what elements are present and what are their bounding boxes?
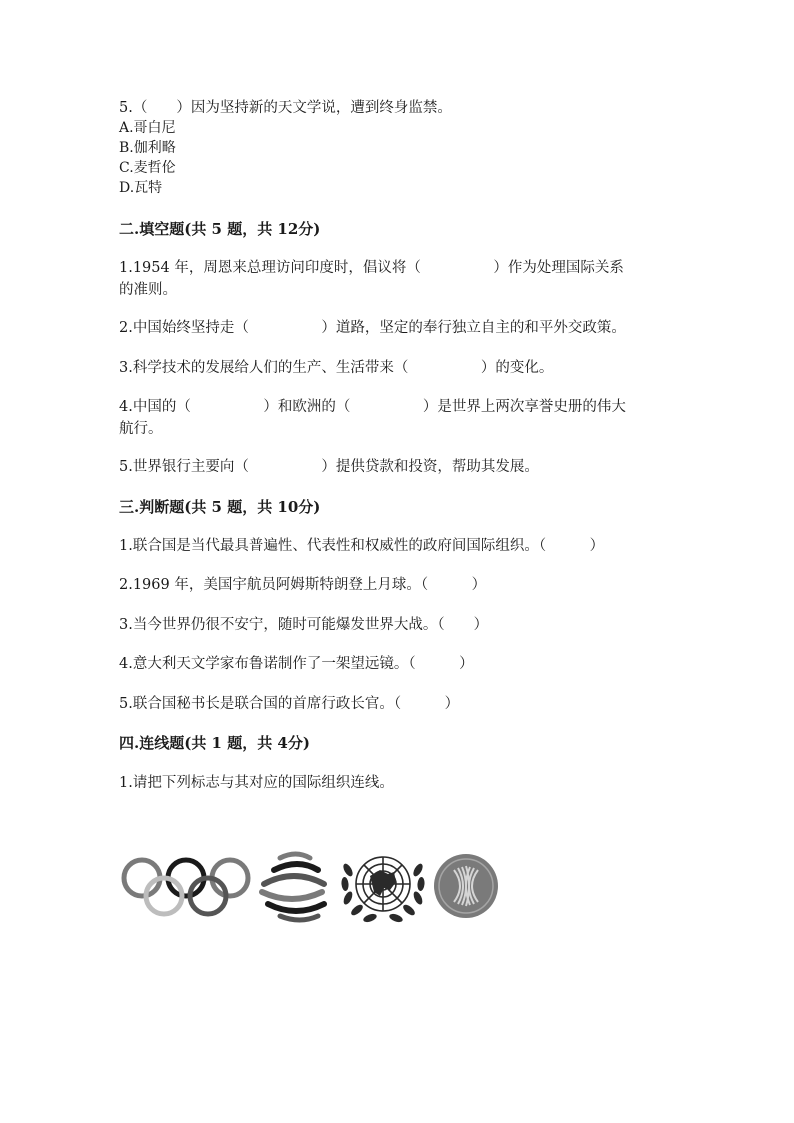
- asean-icon[interactable]: [432, 848, 500, 924]
- q5-option-c[interactable]: C.麦哲伦: [119, 160, 176, 176]
- fill-item-5: 5.世界银行主要向（ ）提供贷款和投资，帮助其发展。: [119, 459, 539, 475]
- olympic-rings-icon[interactable]: [120, 848, 255, 924]
- fill-section-title: 二.填空题(共 5 题，共 12分): [119, 220, 321, 238]
- fill-item-1-line2: 的准则。: [119, 282, 177, 298]
- wto-icon[interactable]: [258, 848, 333, 924]
- judge-item-1: 1.联合国是当代最具普遍性、代表性和权威性的政府间国际组织。（ ）: [119, 538, 605, 554]
- judge-item-5: 5.联合国秘书长是联合国的首席行政长官。（ ）: [119, 696, 460, 712]
- q5-option-b[interactable]: B.伽利略: [119, 140, 176, 156]
- q5-option-d[interactable]: D.瓦特: [119, 180, 163, 196]
- q5-stem: 5.（ ）因为坚持新的天文学说，遭到终身监禁。: [119, 100, 452, 116]
- q5-option-a[interactable]: A.哥白尼: [119, 120, 176, 136]
- fill-item-1-line1: 1.1954 年，周恩来总理访问印度时，倡议将（ ）作为处理国际关系: [119, 260, 624, 276]
- judge-item-2: 2.1969 年，美国宇航员阿姆斯特朗登上月球。（ ）: [119, 577, 487, 593]
- judge-section-title: 三.判断题(共 5 题，共 10分): [119, 498, 321, 516]
- un-emblem-icon[interactable]: [340, 848, 426, 924]
- match-section-title: 四.连线题(共 1 题，共 4分): [119, 734, 310, 752]
- judge-item-3: 3.当今世界仍很不安宁，随时可能爆发世界大战。（ ）: [119, 617, 489, 633]
- fill-item-2: 2.中国始终坚持走（ ）道路，坚定的奉行独立自主的和平外交政策。: [119, 320, 626, 336]
- judge-item-4: 4.意大利天文学家布鲁诺制作了一架望远镜。（ ）: [119, 656, 474, 672]
- fill-item-4-line2: 航行。: [119, 421, 163, 437]
- logo-row: [120, 848, 510, 928]
- fill-item-3: 3.科学技术的发展给人们的生产、生活带来（ ）的变化。: [119, 360, 554, 376]
- match-item-1: 1.请把下列标志与其对应的国际组织连线。: [119, 775, 394, 791]
- fill-item-4-line1: 4.中国的（ ）和欧洲的（ ）是世界上两次享誉史册的伟大: [119, 399, 626, 415]
